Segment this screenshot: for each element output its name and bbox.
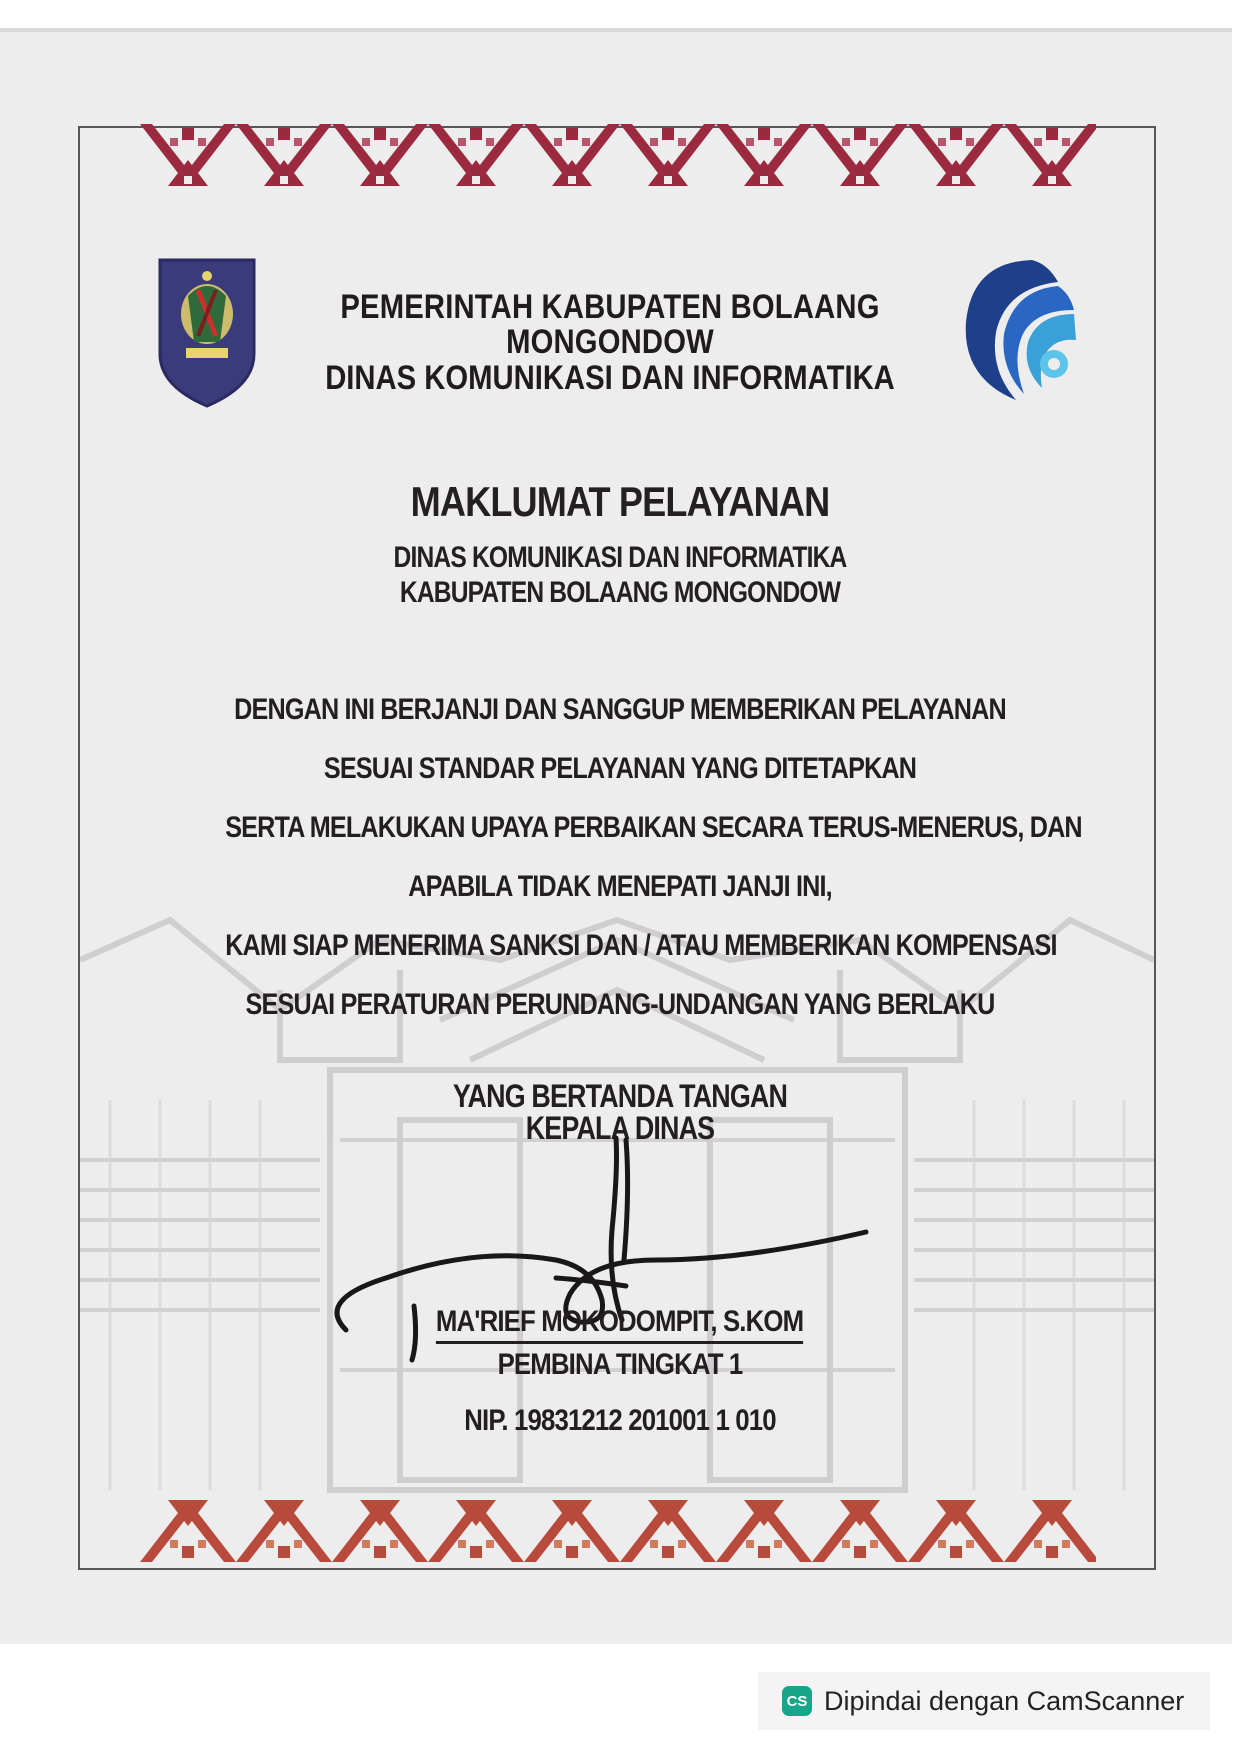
signatory-rank: PEMBINA TINGKAT 1 bbox=[497, 1348, 743, 1381]
caption-position: KEPALA DINAS bbox=[525, 1110, 715, 1146]
camscanner-icon-label: CS bbox=[786, 1692, 808, 1710]
subtitle-regency: KABUPATEN BOLAANG MONGONDOW bbox=[399, 576, 841, 610]
camscanner-icon bbox=[782, 1686, 812, 1716]
kominfo-logo-icon bbox=[962, 252, 1078, 404]
signatory-details bbox=[390, 1305, 850, 1438]
caption-signed-by: YANG BERTANDA TANGAN bbox=[452, 1078, 788, 1114]
pledge-line: KAMI SIAP MENERIMA SANKSI DAN / ATAU MEMBERIKAN KOMPENSASI bbox=[225, 929, 1057, 962]
scan-top-margin bbox=[0, 0, 1240, 30]
pledge-line: SESUAI PERATURAN PERUNDANG-UNDANGAN YANG BERLAKU bbox=[245, 988, 995, 1021]
pledge-line: APABILA TIDAK MENEPATI JANJI INI, bbox=[408, 870, 832, 903]
pledge-text bbox=[150, 690, 1090, 1044]
signatory-name: MA'RIEF MOKODOMPIT, S.KOM bbox=[436, 1305, 803, 1344]
letterhead-agency: DINAS KOMUNIKASI DAN INFORMATIKA bbox=[325, 358, 895, 397]
top-ornament-band bbox=[140, 124, 1096, 186]
pledge-line: DENGAN INI BERJANJI DAN SANGGUP MEMBERIKAN PELAYANAN bbox=[234, 693, 1006, 726]
document-title: MAKLUMAT PELAYANAN bbox=[410, 478, 830, 525]
letterhead-government: PEMERINTAH KABUPATEN BOLAANG MONGONDOW bbox=[340, 288, 880, 362]
subtitle-agency: DINAS KOMUNIKASI DAN INFORMATIKA bbox=[393, 541, 847, 574]
pledge-line: SESUAI STANDAR PELAYANAN YANG DITETAPKAN bbox=[323, 752, 917, 785]
signatory-nip: NIP. 19831212 201001 1 010 bbox=[464, 1404, 776, 1437]
letterhead bbox=[309, 290, 911, 396]
pledge-line: SERTA MELAKUKAN UPAYA PERBAIKAN SECARA TERUS-MENERUS, DAN bbox=[225, 811, 1082, 844]
document-subtitle bbox=[358, 540, 883, 611]
camscanner-watermark bbox=[758, 1672, 1210, 1730]
bottom-ornament-band bbox=[140, 1500, 1096, 1562]
camscanner-text: Dipindai dengan CamScanner bbox=[824, 1685, 1185, 1716]
regency-emblem-icon bbox=[158, 256, 256, 408]
